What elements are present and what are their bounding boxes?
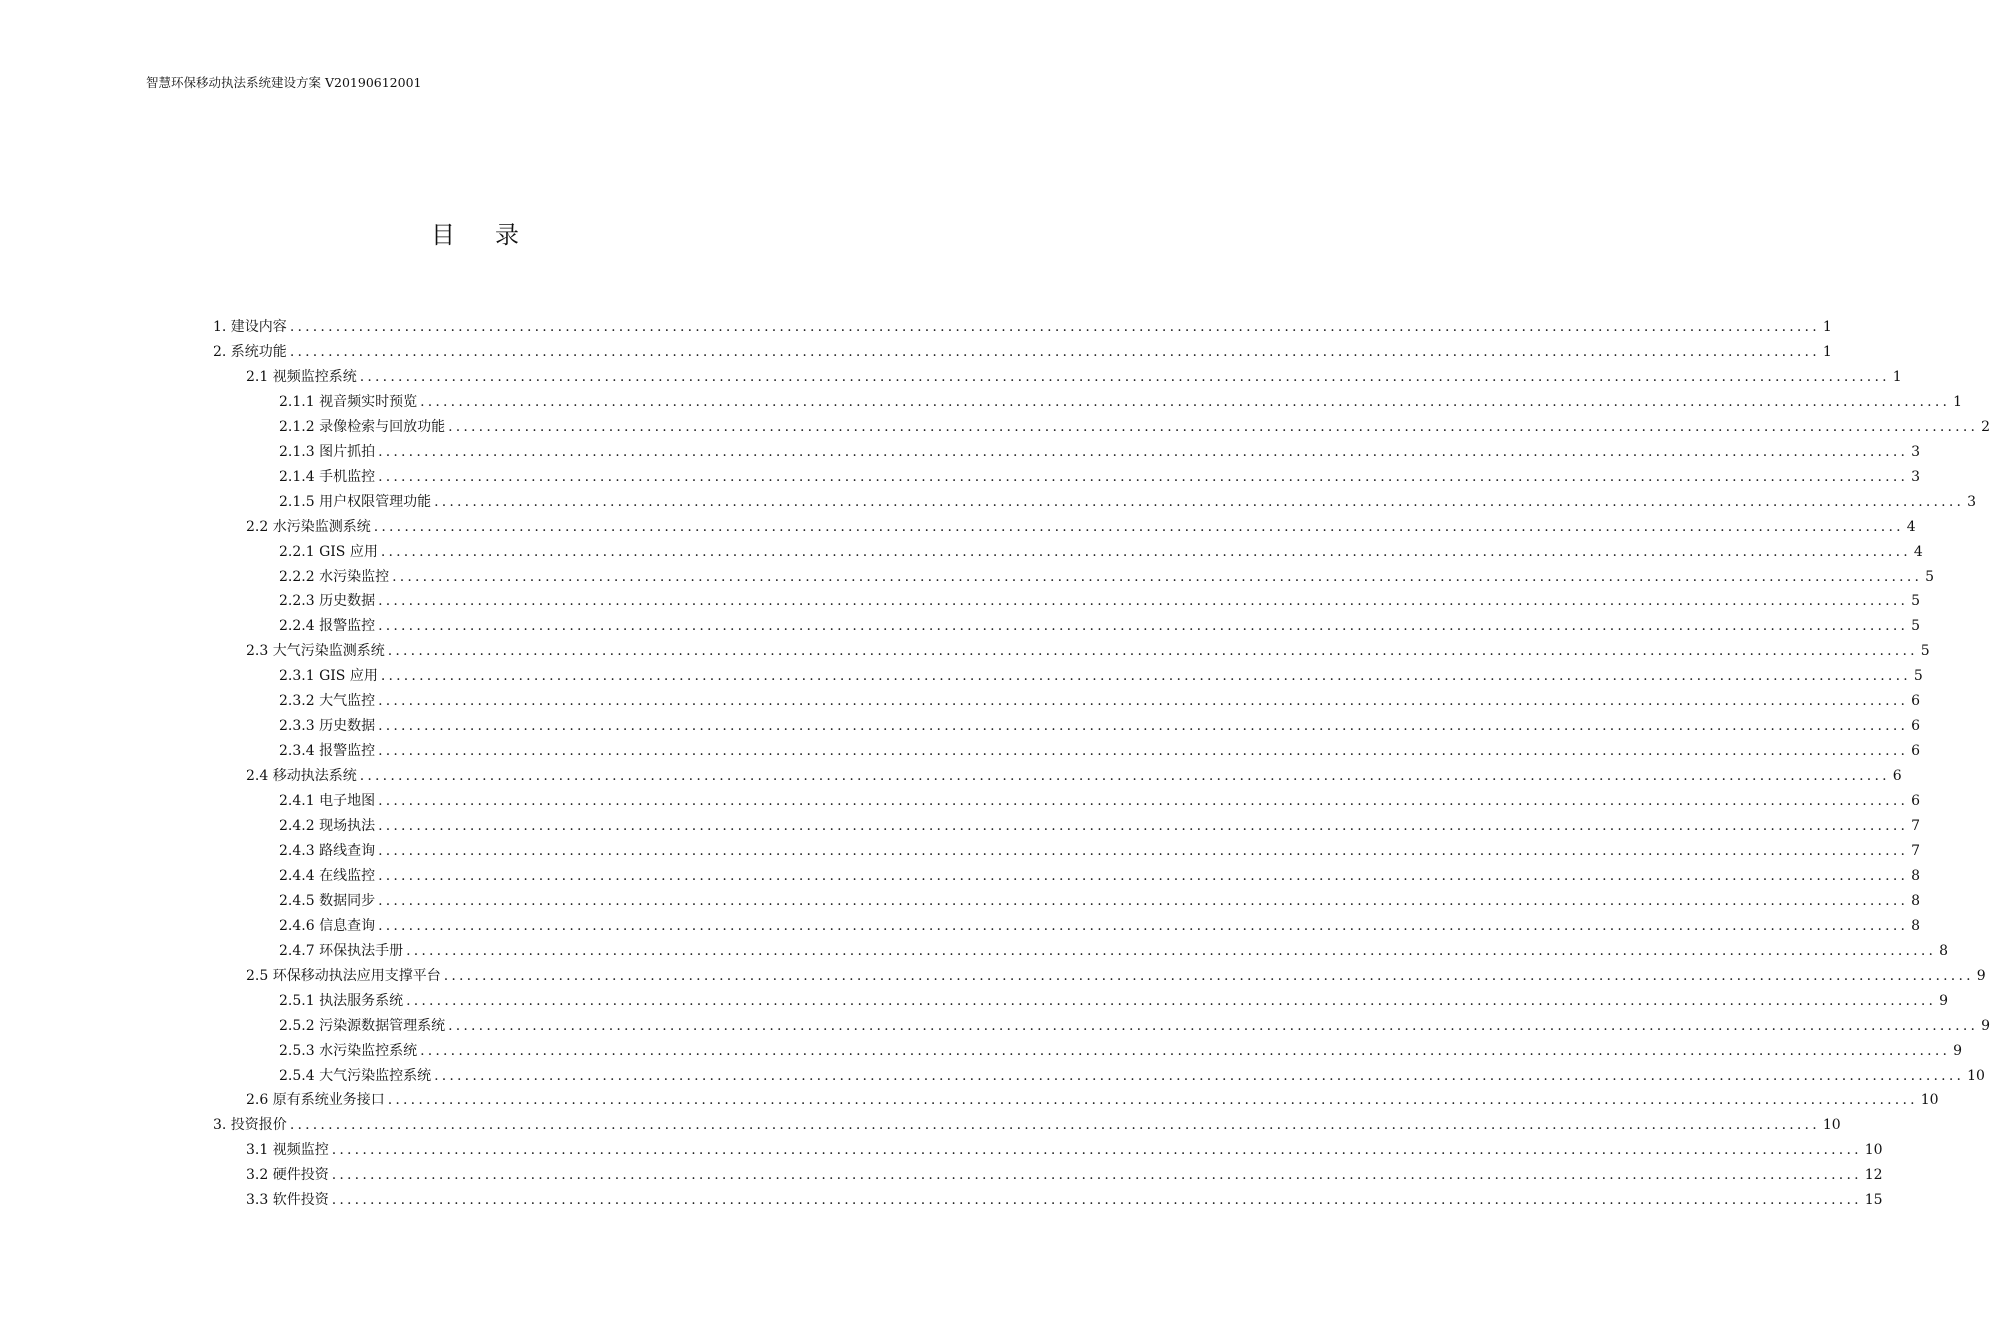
toc-entry[interactable] <box>279 664 1923 688</box>
toc-entry-page-number: 5 <box>1920 643 1930 660</box>
toc-entry-label: 2.2.1 GIS 应用 <box>279 543 378 560</box>
toc-entry[interactable] <box>213 340 1832 364</box>
toc-dot-leader: ........................................................................................................................................................................................................ <box>380 668 1911 685</box>
toc-dot-leader: ........................................................................................................................................................................................................ <box>373 518 1904 535</box>
toc-entry-label: 2.4.2 现场执法 <box>279 818 376 834</box>
toc-entry-label: 2.5.4 大气污染监控系统 <box>279 1067 432 1084</box>
toc-entry-page-number: 6 <box>1892 768 1902 785</box>
toc-entry-page-number: 3 <box>1911 443 1921 460</box>
toc-entry-label: 2.2.4 报警监控 <box>279 618 376 635</box>
toc-entry-page-number: 4 <box>1906 518 1916 535</box>
toc-entry-label: 2. 系统功能 <box>213 343 287 360</box>
toc-dot-leader: ........................................................................................................................................................................................................ <box>359 368 1890 385</box>
toc-entry[interactable] <box>279 1064 1985 1088</box>
toc-entry-label: 2.5 环保移动执法应用支撑平台 <box>246 967 441 984</box>
toc-entry[interactable] <box>279 465 1921 489</box>
toc-entry[interactable] <box>279 864 1921 888</box>
toc-entry-page-number: 3 <box>1911 468 1921 485</box>
toc-entry-label: 2.4.5 数据同步 <box>279 892 376 909</box>
toc-entry[interactable] <box>246 964 1986 988</box>
toc-dot-leader: ........................................................................................................................................................................................................ <box>420 393 1951 410</box>
toc-dot-leader: ........................................................................................................................................................................................................ <box>434 493 1965 510</box>
toc-entry-page-number: 1 <box>1822 319 1832 335</box>
toc-entry-page-number: 8 <box>1911 892 1921 909</box>
toc-entry-label: 2.6 原有系统业务接口 <box>246 1092 385 1109</box>
toc-dot-leader: ........................................................................................................................................................................................................ <box>378 618 1909 635</box>
toc-entry-label: 2.3.2 大气监控 <box>279 693 376 710</box>
toc-entry-label: 2.2 水污染监测系统 <box>246 518 371 535</box>
toc-dot-leader: ........................................................................................................................................................................................................ <box>378 468 1909 485</box>
toc-entry-label: 2.5.2 污染源数据管理系统 <box>279 1017 446 1034</box>
toc-entry-page-number: 8 <box>1911 867 1921 884</box>
toc-entry[interactable] <box>246 365 1902 389</box>
toc-entry-label: 3.3 软件投资 <box>246 1192 329 1209</box>
toc-entry-page-number: 9 <box>1939 992 1949 1009</box>
toc-dot-leader: ........................................................................................................................................................................................................ <box>387 643 1918 660</box>
toc-dot-leader: ........................................................................................................................................................................................................ <box>331 1192 1862 1209</box>
toc-entry-label: 3.2 硬件投资 <box>246 1167 329 1184</box>
toc-dot-leader: ........................................................................................................................................................................................................ <box>289 343 1820 360</box>
toc-dot-leader: ........................................................................................................................................................................................................ <box>380 543 1911 560</box>
toc-entry-page-number: 10 <box>1864 1142 1883 1159</box>
toc-entry-label: 2.4.7 环保执法手册 <box>279 942 404 959</box>
toc-entry-page-number: 1 <box>1953 393 1963 410</box>
toc-entry-page-number: 7 <box>1911 842 1921 859</box>
toc-dot-leader: ........................................................................................................................................................................................................ <box>420 1042 1951 1059</box>
toc-dot-leader: ........................................................................................................................................................................................................ <box>443 967 1974 984</box>
toc-dot-leader: ........................................................................................................................................................................................................ <box>378 793 1909 810</box>
toc-entry-page-number: 9 <box>1981 1017 1990 1034</box>
toc-entry-label: 2.3.4 报警监控 <box>279 743 376 760</box>
toc-entry[interactable] <box>246 639 1930 663</box>
toc-entry-page-number: 5 <box>1911 618 1921 635</box>
toc-entry-label: 3. 投资报价 <box>213 1117 287 1134</box>
toc-entry[interactable] <box>279 390 1963 414</box>
toc-entry-page-number: 10 <box>1920 1092 1939 1109</box>
toc-entry[interactable] <box>279 789 1921 813</box>
toc-dot-leader: ........................................................................................................................................................................................................ <box>378 917 1909 934</box>
toc-entry-page-number: 6 <box>1911 793 1921 810</box>
toc-dot-leader: ........................................................................................................................................................................................................ <box>378 743 1909 760</box>
toc-entry-label: 2.4.6 信息查询 <box>279 917 376 934</box>
toc-entry-page-number: 15 <box>1864 1192 1883 1209</box>
toc-entry[interactable] <box>279 565 1935 589</box>
toc-dot-leader: ........................................................................................................................................................................................................ <box>289 1117 1820 1134</box>
toc-entry-label: 2.1 视频监控系统 <box>246 368 357 385</box>
toc-entry-label: 2.2.3 历史数据 <box>279 593 376 610</box>
toc-entry-page-number: 1 <box>1822 343 1832 360</box>
toc-title-char-2: 录 <box>495 221 519 249</box>
toc-dot-leader: ........................................................................................................................................................................................................ <box>448 418 1979 435</box>
toc-entry[interactable] <box>246 1188 1883 1212</box>
toc-entry[interactable] <box>279 914 1921 938</box>
toc-entry[interactable] <box>246 764 1902 788</box>
toc-entry-label: 2.4 移动执法系统 <box>246 768 357 785</box>
toc-entry-page-number: 10 <box>1822 1117 1841 1134</box>
toc-dot-leader: ........................................................................................................................................................................................................ <box>378 693 1909 710</box>
toc-entry-page-number: 9 <box>1953 1042 1963 1059</box>
toc-dot-leader: ........................................................................................................................................................................................................ <box>387 1092 1918 1109</box>
toc-entry-page-number: 5 <box>1911 593 1921 610</box>
toc-entry-label: 2.5.3 水污染监控系统 <box>279 1042 418 1059</box>
toc-entry[interactable] <box>213 315 1832 339</box>
toc-entry-page-number: 3 <box>1967 493 1977 510</box>
toc-entry[interactable] <box>246 1163 1883 1187</box>
toc-entry-page-number: 6 <box>1911 743 1921 760</box>
toc-entry[interactable] <box>279 939 1949 963</box>
toc-dot-leader: ........................................................................................................................................................................................................ <box>289 319 1820 335</box>
toc-title-char-1: 目 <box>431 221 455 249</box>
toc-entry-page-number: 8 <box>1911 917 1921 934</box>
toc-dot-leader: ........................................................................................................................................................................................................ <box>378 718 1909 735</box>
toc-entry-label: 2.4.1 电子地图 <box>279 793 376 810</box>
toc-entry[interactable] <box>279 490 1977 514</box>
toc-dot-leader: ........................................................................................................................................................................................................ <box>406 942 1937 959</box>
toc-entry[interactable] <box>279 989 1949 1013</box>
toc-dot-leader: ........................................................................................................................................................................................................ <box>448 1017 1979 1034</box>
toc-entry[interactable] <box>246 1138 1883 1162</box>
toc-entry[interactable] <box>279 589 1921 613</box>
toc-entry-page-number: 10 <box>1967 1067 1985 1084</box>
toc-entry-page-number: 5 <box>1913 668 1923 685</box>
toc-entry-label: 2.5.1 执法服务系统 <box>279 992 404 1009</box>
toc-dot-leader: ........................................................................................................................................................................................................ <box>378 818 1909 834</box>
toc-dot-leader: ........................................................................................................................................................................................................ <box>331 1167 1862 1184</box>
toc-entry-page-number: 5 <box>1925 568 1935 585</box>
toc-entry-label: 2.4.3 路线查询 <box>279 842 376 859</box>
toc-entry-label: 2.1.3 图片抓拍 <box>279 443 376 460</box>
toc-entry-label: 2.1.5 用户权限管理功能 <box>279 493 432 510</box>
toc-dot-leader: ........................................................................................................................................................................................................ <box>378 892 1909 909</box>
toc-entry[interactable] <box>279 889 1921 913</box>
toc-entry[interactable] <box>279 614 1921 638</box>
toc-entry[interactable] <box>279 689 1921 713</box>
toc-entry[interactable] <box>279 540 1923 564</box>
toc-entry[interactable] <box>279 1039 1963 1063</box>
toc-entry-label: 1. 建设内容 <box>213 319 287 335</box>
toc-dot-leader: ........................................................................................................................................................................................................ <box>378 593 1909 610</box>
toc-dot-leader: ........................................................................................................................................................................................................ <box>331 1142 1862 1159</box>
toc-entry-label: 3.1 视频监控 <box>246 1142 329 1159</box>
toc-dot-leader: ........................................................................................................................................................................................................ <box>434 1067 1965 1084</box>
toc-entry-label: 2.1.1 视音频实时预览 <box>279 393 418 410</box>
toc-entry-page-number: 7 <box>1911 818 1921 834</box>
toc-dot-leader: ........................................................................................................................................................................................................ <box>378 867 1909 884</box>
running-header: 智慧环保移动执法系统建设方案 V20190612001 <box>146 75 422 90</box>
toc-title <box>0 215 950 250</box>
toc-entry[interactable] <box>213 1113 1841 1137</box>
toc-entry-page-number: 12 <box>1864 1167 1883 1184</box>
toc-dot-leader: ........................................................................................................................................................................................................ <box>392 568 1923 585</box>
toc-dot-leader: ........................................................................................................................................................................................................ <box>406 992 1937 1009</box>
toc-entry-page-number: 6 <box>1911 718 1921 735</box>
toc-entry-page-number: 2 <box>1981 418 1990 435</box>
toc-entry-label: 2.1.2 录像检索与回放功能 <box>279 418 446 435</box>
toc-entry-page-number: 4 <box>1913 543 1923 560</box>
toc-entry-page-number: 6 <box>1911 693 1921 710</box>
toc-entry-label: 2.3.1 GIS 应用 <box>279 668 378 685</box>
toc-entry-page-number: 1 <box>1892 368 1902 385</box>
toc-entry[interactable] <box>279 415 1990 439</box>
toc-entry-label: 2.4.4 在线监控 <box>279 867 376 884</box>
toc-entry-label: 2.3 大气污染监测系统 <box>246 643 385 660</box>
toc-entry[interactable] <box>246 1088 1939 1112</box>
toc-entry[interactable] <box>279 440 1921 464</box>
toc-entry[interactable] <box>279 739 1921 763</box>
toc-entry[interactable] <box>246 515 1916 539</box>
toc-dot-leader: ........................................................................................................................................................................................................ <box>359 768 1890 785</box>
toc-entry-label: 2.3.3 历史数据 <box>279 718 376 735</box>
toc-entry[interactable] <box>279 1014 1990 1038</box>
toc-entry[interactable] <box>279 839 1921 863</box>
toc-entry-label: 2.1.4 手机监控 <box>279 468 376 485</box>
toc-entry-label: 2.2.2 水污染监控 <box>279 568 390 585</box>
toc-entry[interactable] <box>279 814 1921 838</box>
toc-entry-page-number: 8 <box>1939 942 1949 959</box>
toc-dot-leader: ........................................................................................................................................................................................................ <box>378 443 1909 460</box>
toc-entry[interactable] <box>279 714 1921 738</box>
toc-dot-leader: ........................................................................................................................................................................................................ <box>378 842 1909 859</box>
toc-entry-page-number: 9 <box>1976 967 1986 984</box>
